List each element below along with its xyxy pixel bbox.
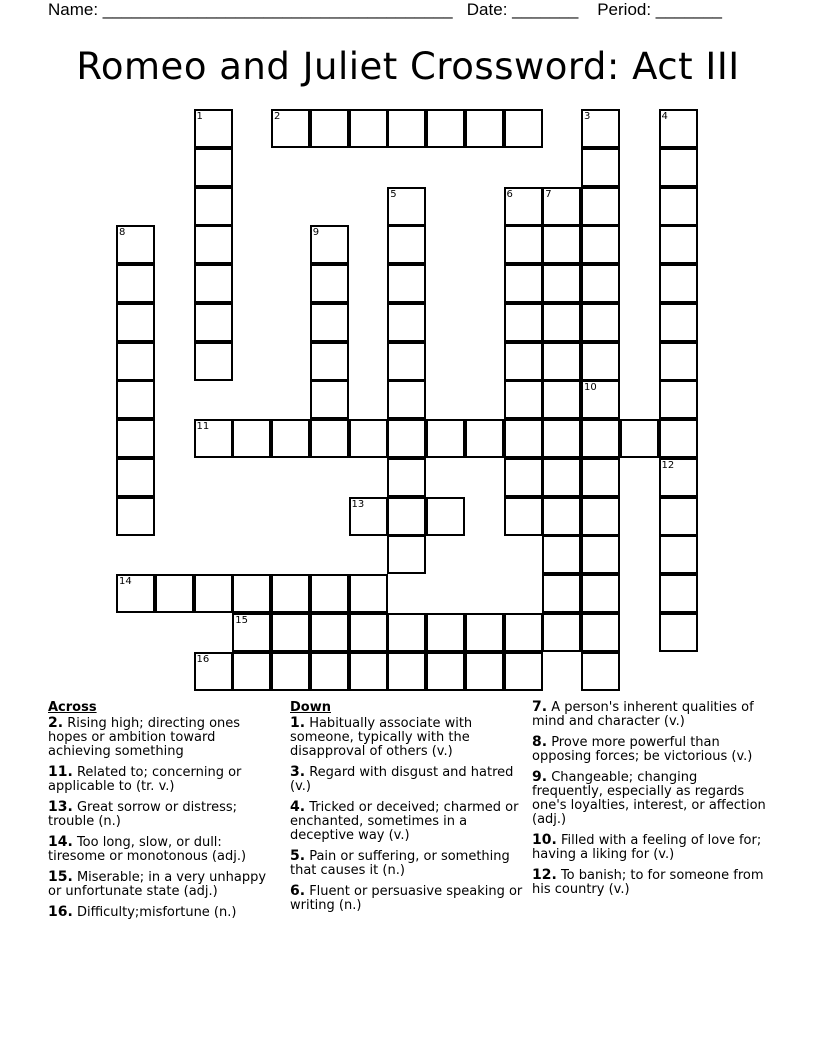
clue-number: 14.: [48, 834, 73, 850]
crossword-cell[interactable]: [310, 574, 349, 613]
crossword-cell[interactable]: [426, 652, 465, 691]
crossword-cell[interactable]: [542, 225, 581, 264]
crossword-cell[interactable]: [542, 574, 581, 613]
crossword-cell[interactable]: [349, 652, 388, 691]
crossword-cell[interactable]: [504, 458, 543, 497]
crossword-cell[interactable]: [310, 264, 349, 303]
down-clue-3: [290, 765, 528, 794]
crossword-cell[interactable]: [387, 419, 426, 458]
crossword-cell[interactable]: [271, 419, 310, 458]
down-clue-5: [290, 849, 528, 878]
crossword-cell[interactable]: [504, 497, 543, 536]
clue-number: 10.: [532, 832, 557, 848]
crossword-cell[interactable]: [659, 148, 698, 187]
clue-number: 16.: [48, 904, 73, 920]
crossword-cell[interactable]: [387, 652, 426, 691]
crossword-cell[interactable]: [116, 458, 155, 497]
clue-text: Related to; concerning or applicable to (tr. v.): [48, 765, 242, 794]
crossword-cell[interactable]: [504, 652, 543, 691]
crossword-cell[interactable]: [349, 419, 388, 458]
crossword-cell[interactable]: [194, 187, 233, 226]
down-clue-12: [532, 868, 772, 897]
crossword-cell[interactable]: [542, 380, 581, 419]
crossword-cell[interactable]: [465, 109, 504, 148]
crossword-cell[interactable]: [116, 264, 155, 303]
cell-number: 12: [661, 459, 675, 471]
crossword-cell[interactable]: [659, 535, 698, 574]
crossword-cell[interactable]: [504, 264, 543, 303]
crossword-cell[interactable]: [232, 419, 271, 458]
crossword-cell[interactable]: [659, 109, 698, 148]
crossword-cell[interactable]: [581, 264, 620, 303]
crossword-cell[interactable]: [659, 574, 698, 613]
crossword-cell[interactable]: [581, 148, 620, 187]
cell-number: 11: [196, 421, 210, 432]
clue-text: Prove more powerful than opposing forces; be victorious (v.): [532, 735, 753, 764]
crossword-cell[interactable]: [504, 419, 543, 458]
crossword-cell[interactable]: [504, 109, 543, 148]
clue-text: Tricked or deceived; charmed or enchanted, sometimes in a deceptive way (v.): [290, 800, 519, 843]
crossword-cell[interactable]: [542, 303, 581, 342]
clue-text: A person's inherent qualities of mind and character (v.): [532, 700, 754, 729]
crossword-cell[interactable]: [542, 187, 581, 226]
cell-number: 8: [119, 227, 126, 239]
crossword-cell[interactable]: [116, 574, 155, 613]
crossword-cell[interactable]: [387, 458, 426, 497]
cell-number: 15: [235, 614, 248, 626]
cell-number: 5: [390, 188, 397, 200]
clue-number: 8.: [532, 734, 548, 750]
crossword-cell[interactable]: [271, 613, 310, 652]
crossword-cell[interactable]: [659, 613, 698, 652]
crossword-cell[interactable]: [659, 458, 698, 497]
crossword-cell[interactable]: [232, 574, 271, 613]
crossword-cell[interactable]: [387, 187, 426, 226]
crossword-cell[interactable]: [232, 652, 271, 691]
crossword-cell[interactable]: [310, 342, 349, 381]
crossword-cell[interactable]: [504, 225, 543, 264]
across-clue-14: [48, 835, 280, 864]
header-fields: Name: _____________________________________ Date: _______ Period: _______: [48, 0, 722, 19]
crossword-cell[interactable]: [387, 109, 426, 148]
crossword-cell[interactable]: [659, 225, 698, 264]
crossword-cell[interactable]: [581, 225, 620, 264]
crossword-cell[interactable]: [542, 497, 581, 536]
crossword-cell[interactable]: [387, 225, 426, 264]
clue-number: 6.: [290, 883, 306, 899]
crossword-cell[interactable]: [581, 497, 620, 536]
crossword-cell[interactable]: [387, 380, 426, 419]
crossword-cell[interactable]: [271, 652, 310, 691]
crossword-cell[interactable]: [581, 458, 620, 497]
across-clue-11: [48, 765, 280, 794]
crossword-cell[interactable]: [542, 535, 581, 574]
crossword-cell[interactable]: [271, 574, 310, 613]
crossword-cell[interactable]: [581, 574, 620, 613]
crossword-cell[interactable]: [194, 303, 233, 342]
down-clues-continued: [532, 700, 772, 903]
crossword-cell[interactable]: [116, 419, 155, 458]
clue-text: Filled with a feeling of love for; having a liking for (v.): [532, 833, 762, 862]
crossword-cell[interactable]: [194, 419, 233, 458]
crossword-cell[interactable]: [581, 109, 620, 148]
crossword-cell[interactable]: [581, 535, 620, 574]
clue-text: Rising high; directing ones hopes or ambition toward achieving something: [48, 716, 241, 759]
crossword-cell[interactable]: [504, 380, 543, 419]
crossword-cell[interactable]: [465, 652, 504, 691]
clue-number: 11.: [48, 764, 73, 780]
clue-number: 2.: [48, 715, 64, 731]
crossword-cell[interactable]: [426, 419, 465, 458]
crossword-cell[interactable]: [116, 342, 155, 381]
crossword-cell[interactable]: [542, 264, 581, 303]
down-clue-4: [290, 800, 528, 843]
crossword-cell[interactable]: [349, 574, 388, 613]
crossword-cell[interactable]: [155, 574, 194, 613]
crossword-cell[interactable]: [310, 225, 349, 264]
crossword-cell[interactable]: [232, 613, 271, 652]
clue-number: 4.: [290, 799, 306, 815]
cell-number: 6: [506, 188, 513, 200]
crossword-cell[interactable]: [542, 342, 581, 381]
crossword-cell[interactable]: [581, 342, 620, 381]
crossword-cell[interactable]: [504, 342, 543, 381]
crossword-cell[interactable]: [659, 380, 698, 419]
crossword-cell[interactable]: [116, 497, 155, 536]
clue-number: 15.: [48, 869, 73, 885]
crossword-cell[interactable]: [581, 187, 620, 226]
cell-number: 7: [545, 188, 552, 200]
down-clue-1: [290, 716, 528, 759]
crossword-cell[interactable]: [116, 303, 155, 342]
clue-number: 12.: [532, 867, 557, 883]
clue-number: 7.: [532, 699, 548, 715]
cell-number: 3: [584, 111, 591, 122]
down-clue-9: [532, 770, 772, 827]
crossword-cell[interactable]: [310, 652, 349, 691]
crossword-cell[interactable]: [581, 613, 620, 652]
crossword-cell[interactable]: [465, 419, 504, 458]
crossword-cell[interactable]: [194, 264, 233, 303]
clue-number: 3.: [290, 764, 306, 780]
crossword-cell[interactable]: [387, 264, 426, 303]
crossword-cell[interactable]: [504, 303, 543, 342]
clue-text: Difficulty;misfortune (n.): [72, 905, 237, 920]
down-clue-7: [532, 700, 772, 729]
down-clue-10: [532, 833, 772, 862]
crossword-cell[interactable]: [387, 613, 426, 652]
across-clue-2: [48, 716, 280, 759]
crossword-cell[interactable]: [194, 652, 233, 691]
crossword-cell[interactable]: [387, 303, 426, 342]
page-title: Romeo and Juliet Crossword: Act III: [76, 45, 740, 88]
down-clues: [290, 700, 528, 919]
crossword-cell[interactable]: [542, 419, 581, 458]
crossword-cell[interactable]: [349, 497, 388, 536]
clue-text: To banish; to for someone from his country (v.): [532, 868, 764, 897]
clue-number: 9.: [532, 769, 548, 785]
crossword-cell[interactable]: [465, 613, 504, 652]
clue-text: Great sorrow or distress; trouble (n.): [48, 800, 238, 829]
down-clue-6: [290, 884, 528, 913]
cell-number: 16: [196, 653, 210, 665]
crossword-cell[interactable]: [310, 419, 349, 458]
across-clues: [48, 700, 280, 926]
crossword-cell[interactable]: [349, 613, 388, 652]
crossword-cell[interactable]: [349, 109, 388, 148]
crossword-cell[interactable]: [310, 380, 349, 419]
crossword-cell[interactable]: [387, 342, 426, 381]
crossword-cell[interactable]: [310, 303, 349, 342]
crossword-cell[interactable]: [542, 613, 581, 652]
crossword-cell[interactable]: [387, 535, 426, 574]
clue-number: 5.: [290, 848, 306, 864]
crossword-cell[interactable]: [504, 187, 543, 226]
crossword-cell[interactable]: [194, 148, 233, 187]
cell-number: 13: [351, 498, 365, 510]
clue-text: Miserable; in a very unhappy or unfortunate state (adj.): [48, 870, 267, 899]
clue-number: 1.: [290, 715, 306, 731]
crossword-cell[interactable]: [387, 497, 426, 536]
crossword-cell[interactable]: [581, 303, 620, 342]
crossword-cell[interactable]: [271, 109, 310, 148]
crossword-cell[interactable]: [620, 419, 659, 458]
crossword-cell[interactable]: [659, 419, 698, 458]
clue-number: 13.: [48, 799, 73, 815]
cell-number: 2: [274, 111, 281, 122]
clue-text: Too long, slow, or dull: tiresome or monotonous (adj.): [48, 835, 247, 864]
clue-text: Habitually associate with someone, typically with the disapproval of others (v.): [290, 716, 473, 759]
crossword-cell[interactable]: [659, 264, 698, 303]
crossword-cell[interactable]: [194, 109, 233, 148]
down-clue-8: [532, 735, 772, 764]
across-clue-15: [48, 870, 280, 899]
cell-number: 1: [196, 111, 203, 122]
crossword-cell[interactable]: [581, 380, 620, 419]
crossword-cell[interactable]: [542, 458, 581, 497]
clue-text: Changeable; changing frequently, especially as regards one's loyalties, interest, or affection (adj.): [532, 770, 766, 827]
crossword-cell[interactable]: [194, 574, 233, 613]
cell-number: 4: [661, 111, 668, 122]
across-clue-13: [48, 800, 280, 829]
crossword-cell[interactable]: [116, 380, 155, 419]
clue-text: Regard with disgust and hatred (v.): [290, 765, 514, 794]
crossword-cell[interactable]: [194, 225, 233, 264]
crossword-cell[interactable]: [310, 613, 349, 652]
crossword-cell[interactable]: [194, 342, 233, 381]
clue-text: Fluent or persuasive speaking or writing (n.): [290, 884, 523, 913]
crossword-cell[interactable]: [659, 303, 698, 342]
crossword-cell[interactable]: [581, 652, 620, 691]
crossword-cell[interactable]: [310, 109, 349, 148]
crossword-cell[interactable]: [116, 225, 155, 264]
across-heading: Across: [48, 700, 97, 715]
across-clue-16: [48, 905, 280, 920]
cell-number: 9: [312, 227, 320, 239]
crossword-cell[interactable]: [426, 109, 465, 148]
crossword-cell[interactable]: [426, 497, 465, 536]
cell-number: 14: [119, 576, 132, 587]
crossword-cell[interactable]: [659, 342, 698, 381]
crossword-cell[interactable]: [426, 613, 465, 652]
crossword-cell[interactable]: [659, 497, 698, 536]
clue-text: Pain or suffering, or something that causes it (n.): [290, 849, 510, 878]
down-heading: Down: [290, 700, 331, 715]
crossword-cell[interactable]: [581, 419, 620, 458]
crossword-cell[interactable]: [659, 187, 698, 226]
cell-number: 10: [584, 382, 597, 394]
crossword-cell[interactable]: [504, 613, 543, 652]
